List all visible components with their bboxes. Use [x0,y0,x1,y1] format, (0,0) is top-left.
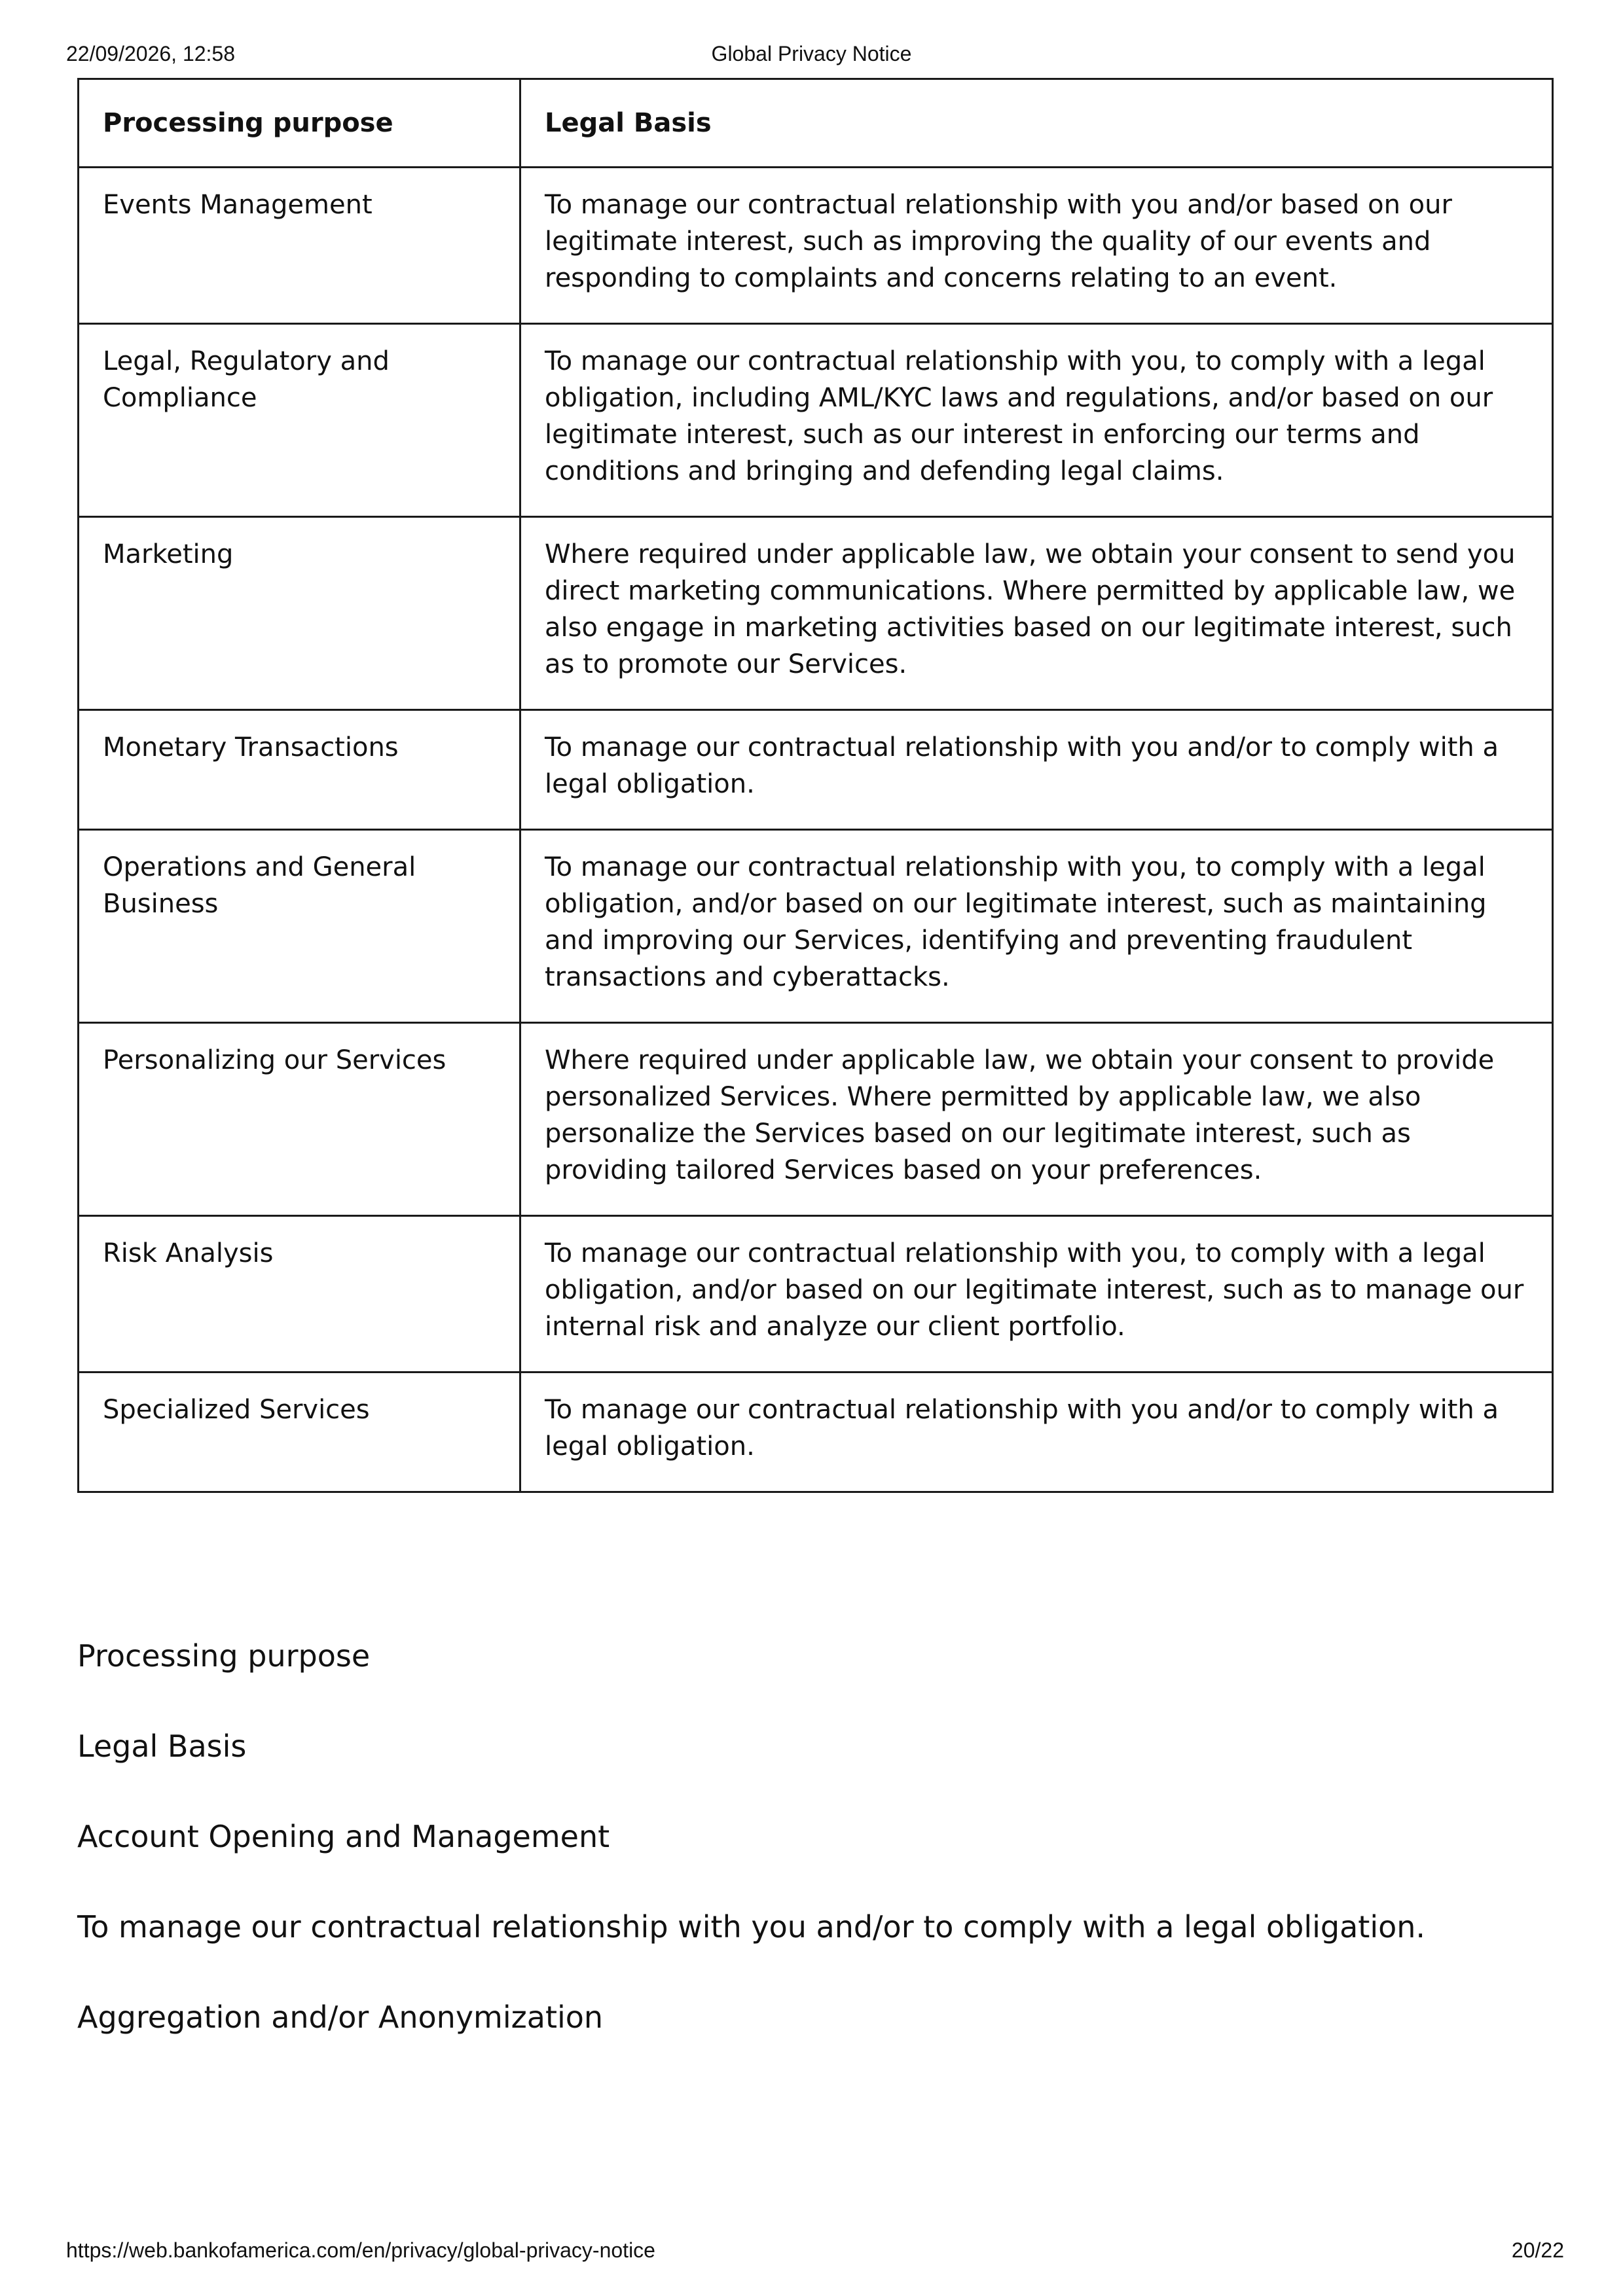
purpose-cell: Monetary Transactions [79,710,520,830]
legal-basis-cell: To manage our contractual relationship with you and/or to comply with a legal obligation. [520,1372,1553,1492]
purpose-cell: Legal, Regulatory and Compliance [79,324,520,517]
legal-basis-cell: To manage our contractual relationship with you, to comply with a legal obligation, including AML/KYC laws and regulations, and/or based on our legitimate interest, such as our interest in enforcing our terms and conditions and bringing and defending legal claims. [520,324,1553,517]
table-header-row [79,79,1553,168]
legal-basis-cell: To manage our contractual relationship with you, to comply with a legal obligation, and/or based on our legitimate interest, such as maintaining and improving our Services, identifying and preventing fraudulent transactions and cyberattacks. [520,830,1553,1023]
print-page-title: Global Privacy Notice [711,42,912,65]
legal-basis-cell: Where required under applicable law, we obtain your consent to provide personalized Services. Where permitted by applicable law, we also personalize the Services based on our legitimate interest, such as providing tailored Services based on your preferences. [520,1023,1553,1216]
table-row [79,324,1553,517]
legal-basis-cell: To manage our contractual relationship with you and/or based on our legitimate interest, such as improving the quality of our events and responding to complaints and concerns relating to an event. [520,168,1553,324]
print-header [0,41,1623,67]
table-row [79,1023,1553,1216]
repeated-basis-text: To manage our contractual relationship with you and/or to comply with a legal obligation. [77,1909,1426,1945]
legal-basis-cell: To manage our contractual relationship with you, to comply with a legal obligation, and/or based on our legitimate interest, such as to manage our internal risk and analyze our client portfolio. [520,1216,1553,1372]
repeated-heading-processing-purpose: Processing purpose [77,1638,371,1674]
print-datetime: 22/09/2026, 12:58 [66,42,236,65]
purpose-cell: Personalizing our Services [79,1023,520,1216]
column-header-legal-basis: Legal Basis [520,79,1553,168]
purpose-cell: Marketing [79,517,520,710]
purpose-cell: Specialized Services [79,1372,520,1492]
table-row [79,830,1553,1023]
repeated-purpose-aggregation: Aggregation and/or Anonymization [77,2000,604,2035]
legal-basis-cell: To manage our contractual relationship with you and/or to comply with a legal obligation. [520,710,1553,830]
processing-purpose-table [77,78,1554,1493]
purpose-cell: Operations and General Business [79,830,520,1023]
purpose-cell: Risk Analysis [79,1216,520,1372]
table-row [79,1372,1553,1492]
table-row [79,1216,1553,1372]
print-url: https://web.bankofamerica.com/en/privacy/global-privacy-notice [66,2238,655,2262]
repeated-content-list [77,1636,1552,2088]
table-row [79,168,1553,324]
legal-basis-cell: Where required under applicable law, we obtain your consent to send you direct marketing communications. Where permitted by applicable law, we also engage in marketing activities based on our legitimate interest, such as to promote our Services. [520,517,1553,710]
repeated-heading-legal-basis: Legal Basis [77,1729,247,1764]
column-header-processing-purpose: Processing purpose [79,79,520,168]
print-footer [0,2237,1623,2263]
print-page-number: 20/22 [1511,2238,1564,2262]
table-row [79,710,1553,830]
repeated-purpose-account-opening: Account Opening and Management [77,1819,610,1854]
purpose-cell: Events Management [79,168,520,324]
table-row [79,517,1553,710]
